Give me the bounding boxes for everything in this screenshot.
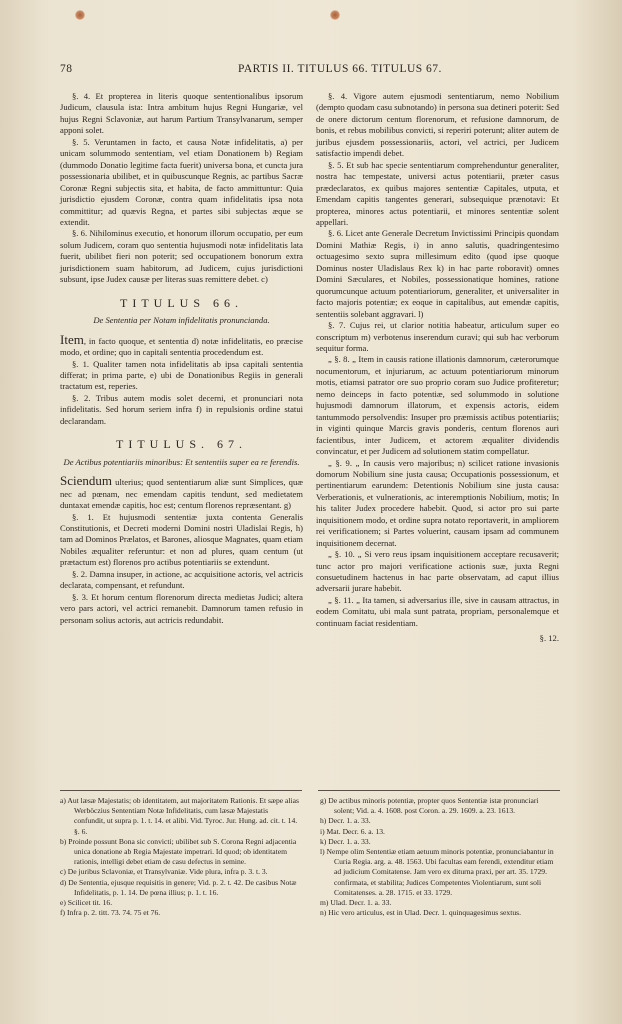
paragraph: §. 3. Et horum centum florenorum directa medietas Judici; altera vero pars actori, vel actrici remanebit. Damnorum tamen refusio in personam solius actoris, aut actricis redundabit. — [60, 591, 303, 625]
lead-word: Item — [60, 331, 84, 347]
title-66-heading: TITULUS 66. — [120, 295, 243, 310]
page-number: 78 — [60, 63, 73, 75]
lead-text: ulterius; quod sententiarum aliæ sunt Simplices, quæ nec ad pœnam, nec emendam capitis tendunt, sed medietatem duntaxat emendæ capitis, hoc est; centum florenos repræsentant. g) — [60, 477, 303, 511]
paragraph — [60, 331, 303, 359]
footnote: b) Proinde possunt Bona sic convicti; ubilibet sub S. Corona Regni adjacentia unica donatione ab Regia Majestate impetrari. Id quod; ob identitatem rationis, intelligi debet etiam de casu defectus in semine. — [60, 836, 297, 867]
footnote: f) Infra p. 2. titt. 73. 74. 75 et 76. — [60, 908, 161, 918]
paragraph: „ §. 10. „ Si vero reus ipsam inquisitionem acceptare recusaverit; tunc actor pro majori verificatione actionis suæ, juxta Regni consuetudinem hactenus in hac parte observatam, ad caput illius adversarii jurare habebit. — [316, 549, 559, 594]
footnote-rule — [318, 790, 560, 791]
footnote: k) Decr. 1. a. 33. — [320, 836, 371, 846]
paragraph: §. 5. Veruntamen in facto, et causa Notæ infidelitatis, a) per unicam solummodo sententiam, vel etiam Donationem b) Regiam (dummodo Donatio legitime facta fuerit) universa bona, et cuncta jura possessionaria ubilibet, et in quibuscunque Regnis, ac partibus Sacræ Coronæ Regni subjectis sita, et habita, de facto ammittuntur: Quia jurisdictio ejusdem Coronæ, contra quam infidelitatis ipsa nota committitur; ad quævis Regna, et partes sibi subjectas æque se extendit. — [60, 136, 303, 227]
paragraph: „ §. 9. „ In causis vero majoribus; n) scilicet ratione invasionis domorum Nobilium sine justa causa; Occupationis possessionum, et pertinentiarum earundem: Detentionis Nobilium sine justa causa: Verberationis, et vulnerationis, ac interemptionis Nobilium, motis; In his taliter Judex procedere habebit. Quod, si actor pro sui parte inquisitionem modo, et ordine supra notato reportaverit, in ampliorem rei verificationem; si Partes voluerint, causam ipsam ad communem inquisitionem decernat. — [316, 457, 559, 548]
footnotes-left — [60, 796, 300, 918]
paragraph: §. 5. Et sub hac specie sententiarum comprehenduntur generaliter, nostra hac tempestate, universi actus potentiarii, præter casus prædeclaratos, ex quibus majores sententiæ Capitales, utputa, et Emendam capitis tangentes generari, subsequique prænotavi: Et propterea, minores actus potentiarii, et minores sententiæ solent appellari. — [316, 159, 559, 227]
paragraph: §. 2. Damna insuper, in actione, ac acquisitione actoris, vel actricis declarata, compensant, et refundunt. — [60, 568, 303, 591]
paragraph: §. 4. Et propterea in literis quoque sententionalibus ipsorum Judicum, clausula ista: Intra ambitum hujus Regni Hungariæ, vel hujus Regni Sclavoniæ, aut harum Partium Transylvanarum, semper apponi solet. — [60, 91, 303, 136]
footnote: g) De actibus minoris potentiæ, propter quos Sententiæ istæ pronunciari solent; Vid. a. 4. 1608. post Coron. a. 29. 1609. a. 23. 1613. — [320, 796, 539, 816]
title-67-heading: TITULUS. 67. — [116, 437, 247, 452]
paragraph: „ §. 11. „ Ita tamen, si adversarius ille, sive in causam attractus, in eodem Comitatu, ubi mala sunt patrata, propriam, personalemque et continuam faciat residentiam. — [316, 594, 559, 628]
footnotes-right — [320, 796, 560, 918]
paragraph: §. 1. Qualiter tamen nota infidelitatis ab ipsa capitali sententia differat; in prima parte, e) ubi de Donationibus Regiis in generali tractatum est, reperies. — [60, 358, 303, 392]
footnote: m) Ulad. Decr. 1. a. 33. — [320, 898, 392, 908]
lead-word: Sciendum — [60, 473, 112, 489]
binding-hole-marker — [75, 10, 85, 20]
paragraph: §. 6. Licet ante Generale Decretum Invictissimi Principis quondam Domini Mathiæ Regis, i) in anno salutis, quadringentesimo octuagesimo sexto supra millesimum edito (quod ipse quoque Dominus noster Uladislaus Rex k) in hac parte roboravit) omnes Domini Sæculares, et Nobiles, possessionatique homines, ratione quorumcunque actuum potentiariorum, generaliter, et universaliter in facto majoris potentiæ; ex eoque in capitalibus, aut emendæ capitis, sententiis solebant aggravari. l) — [316, 228, 559, 319]
paragraph: §. 2. Tribus autem modis solet decerni, et pronunciari nota infidelitatis. Sed horum seriem infra f) in repulsionis ordine statui declarandam. — [60, 392, 303, 426]
page-header — [60, 63, 558, 81]
right-column — [316, 91, 559, 645]
running-title: PARTIS II. TITULUS 66. TITULUS 67. — [238, 63, 442, 75]
paragraph: §. 1. Et hujusmodi sententiæ juxta contenta Generalis Constitutionis, et Decreti moderni Domini nostri Uladislai Regis, h) tam ad Dominos Prælatos, et Barones, aliosque Magnates, quam etiam Nobiles æqualiter referuntur: et non ad plures, quam centum (ut prætactum est) florenos pro actibus potentiariis se extendunt. — [60, 511, 303, 568]
binding-hole-marker — [330, 10, 340, 20]
footnote: e) Scilicet tit. 16. — [60, 898, 113, 908]
footnote: d) De Sententia, ejusque requisitis in genere; Vid. p. 2. t. 42. De casibus Notæ Infidelitatis, p. 1. 14. De pœna illius; p. 1. t. 16. — [60, 877, 297, 897]
footnote: l) Nempe olim Sententiæ etiam aetuum minoris potentiæ, pronunciabantur in Curia Regia. arg. a. 48. 1563. Ubi facultas eam ferendi, extenditur etiam ad judicium Comitatense. Jam vero ex diturna praxi, per art. 35. 1729. confirmata, et stabilita; Judices Competentes Violentiarum, sunt soli Comitatenses. a. 28. 1715. et 33. 1729. — [320, 847, 554, 897]
footnote: h) Decr. 1. a. 33. — [320, 816, 371, 826]
footnote-rule — [60, 790, 302, 791]
paragraph: §. 6. Nihilominus executio, et honorum illorum occupatio, per eum solum Judicem, coram quo sententia hujusmodi notæ infidelitatis lata fuerit, ubilibet fieri non poterit; sed occupationem bonorum extra jurisdictionem suam habitorum, ad Judicem, cujus jurisdictioni subsunt, ipse Judex causæ per literas suas remittere debet. c) — [60, 228, 303, 285]
title-67-subtitle: De Actibus potentiariis minoribus: Et sententiis super ea re ferendis. — [63, 456, 300, 467]
footnote: a) Aut læsæ Majestatis; ob identitatem, aut majoritatem Rationis. Et sæpe alias Werböczius Sententiam Notæ Infidelitatis, cum læsæ Majestatis confundit, ut supra p. 1. t. 14. et alibi. Vid. Tyroc. Jur. Hung. ad. cit. t. 14. §. 6. — [60, 796, 299, 836]
paragraph: §. 7. Cujus rei, ut clarior notitia habeatur, articulum super eo conscriptum m) verbotenus inserendum curavi; qui sub hac verborum sequitur forma. — [316, 320, 559, 353]
left-column — [60, 91, 303, 626]
lead-text: , in facto quoque, et sententia d) notæ infidelitatis, eo præcise modo, et ordine; quo in capitali sententia procedendum est. — [60, 335, 303, 358]
title-66-subtitle: De Sententia per Notam infidelitatis pronuncianda. — [93, 315, 270, 326]
paragraph: „ §. 8. „ Item in causis ratione illationis damnorum, cæterorumque nocumentorum, et injuriarum, ac actuum potentiariorum minorum motis, etiamsi patrator ore suo proprio coram suo Judice profiteretur; nemo deinceps in facto potentiæ, sed solummodo in solutione hujusmodi damnorum illatorum, et expensis actoris, eidem tantummodo persolvendis: Insuper pro præmissis actibus potentiariis; in viginti quinque Marcis gravis ponderis, centum florenos auri facientibus, inter Judicem, et actorem æqualiter dividendis convincatur, et per Judicem ad solutionem statim compellatur. — [316, 354, 559, 457]
footnote: i) Mat. Decr. 6. a. 13. — [320, 826, 385, 836]
paragraph: §. 4. Vigore autem ejusmodi sententiarum, nemo Nobilium (dempto quodam casu subnotando) in persona sua detineri poterit: Sed de onere dictorum centum florenorum, et refusione damnorum, de bonis, et rebus mobilibus convicti, si reperiri poterunt; aliter autem de juribus ejusdem possessionariis, actori, vel actrici, per Judicem satisfactio impendi debet. — [316, 91, 559, 159]
footnote: n) Hic vero articulus, est in Ulad. Decr. 1. quinquagesimus sextus. — [320, 908, 521, 918]
paragraph — [60, 475, 303, 511]
catchword: §. 12. — [539, 633, 559, 644]
footnote: c) De juribus Sclavoniæ, et Transylvaniæ. Vide plura, infra p. 3. t. 3. — [60, 867, 268, 877]
